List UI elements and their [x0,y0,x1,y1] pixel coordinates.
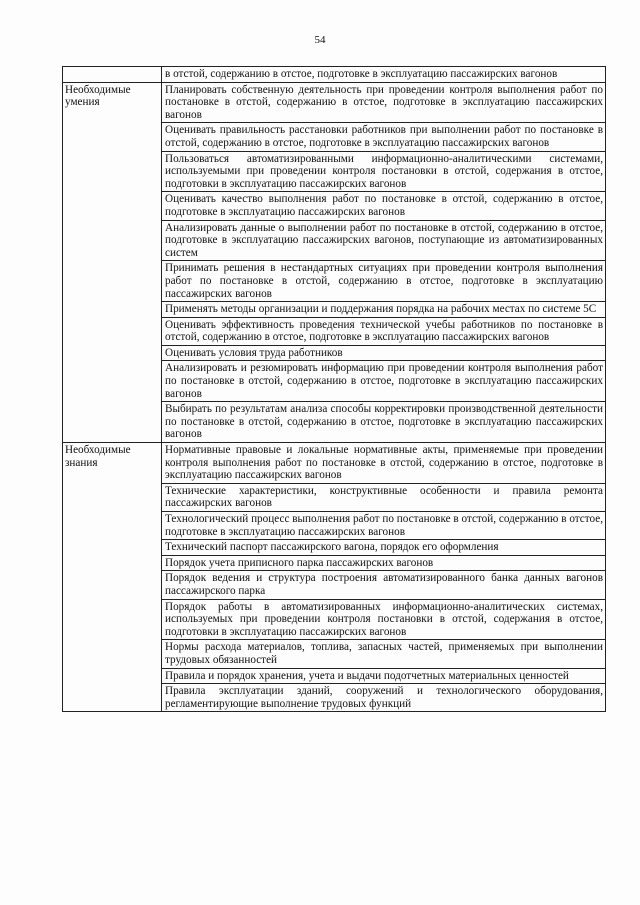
page-number: 54 [314,34,326,46]
requirement-item: Технические характеристики, конструктивные особенности и правила ремонта пассажирских вагонов [162,483,606,511]
requirement-item: Оценивать условия труда работников [162,345,606,361]
requirement-item: Оценивать правильность расстановки работников при выполнении работ по постановке в отстой, содержанию в отстое, подготовке в эксплуатацию пассажирских вагонов [162,123,606,151]
requirement-item: Правила эксплуатации зданий, сооружений и технологического оборудования, регламентирующие выполнение трудовых функций [162,684,606,712]
table-row [63,67,606,83]
requirement-item: Нормы расхода материалов, топлива, запасных частей, применяемых при выполнении трудовых обязанностей [162,640,606,668]
requirements-table [62,66,606,712]
requirement-item: Оценивать эффективность проведения технической учебы работников по постановке в отстой, содержанию в отстое, подготовке в эксплуатацию пассажирских вагонов [162,317,606,345]
requirement-item: Оценивать качество выполнения работ по постановке в отстой, содержанию в отстое, подготовке в эксплуатацию пассажирских вагонов [162,192,606,220]
requirement-item: Технологический процесс выполнения работ по постановке в отстой, содержанию в отстое, подготовке в эксплуатацию пассажирских вагонов [162,512,606,540]
continuation-text: в отстой, содержанию в отстое, подготовке в эксплуатацию пассажирских вагонов [162,67,606,83]
requirement-item: Пользоваться автоматизированными информационно-аналитическими системами, используемыми при проведении контроля постановки в отстой, содержания в отстое, подготовки в эксплуатацию пассажирских вагонов [162,151,606,192]
requirement-item: Принимать решения в нестандартных ситуациях при проведении контроля выполнения работ по постановке в отстой, содержанию в отстое, подготовке в эксплуатацию пассажирских вагонов [162,261,606,302]
requirement-item: Технический паспорт пассажирского вагона, порядок его оформления [162,540,606,556]
requirement-item: Правила и порядок хранения, учета и выдачи подотчетных материальных ценностей [162,668,606,684]
requirement-item: Анализировать и резюмировать информацию при проведении контроля выполнения работ по постановке в отстой, содержанию в отстое, подготовке в эксплуатацию пассажирских вагонов [162,361,606,402]
requirement-item: Применять методы организации и поддержания порядка на рабочих местах по системе 5С [162,302,606,318]
requirement-item: Планировать собственную деятельность при проведении контроля выполнения работ по постановке в отстой, содержанию в отстое, подготовке в эксплуатацию пассажирских вагонов [162,82,606,123]
continuation-label-cell [63,67,162,83]
table-row [63,443,606,484]
section-label: Необходимые знания [63,443,162,712]
requirement-item: Порядок работы в автоматизированных информационно-аналитических системах, используемых при проведении контроля постановки в отстой, содержания в отстое, подготовки в эксплуатацию пассажирских вагонов [162,599,606,640]
requirement-item: Выбирать по результатам анализа способы корректировки производственной деятельности по постановке в отстой, содержанию в отстое, подготовке в эксплуатацию пассажирских вагонов [162,402,606,443]
table-row [63,82,606,123]
requirement-item: Порядок ведения и структура построения автоматизированного банка данных вагонов пассажирского парка [162,571,606,599]
section-label: Необходимые умения [63,82,162,442]
requirement-item: Анализировать данные о выполнении работ по постановке в отстой, содержанию в отстое, подготовке в эксплуатацию пассажирских вагонов, поступающие из автоматизированных систем [162,220,606,261]
requirement-item: Порядок учета приписного парка пассажирских вагонов [162,555,606,571]
requirement-item: Нормативные правовые и локальные нормативные акты, применяемые при проведении контроля выполнения работ по постановке в отстой, содержанию в отстое, подготовке в эксплуатацию пассажирских вагонов [162,443,606,484]
